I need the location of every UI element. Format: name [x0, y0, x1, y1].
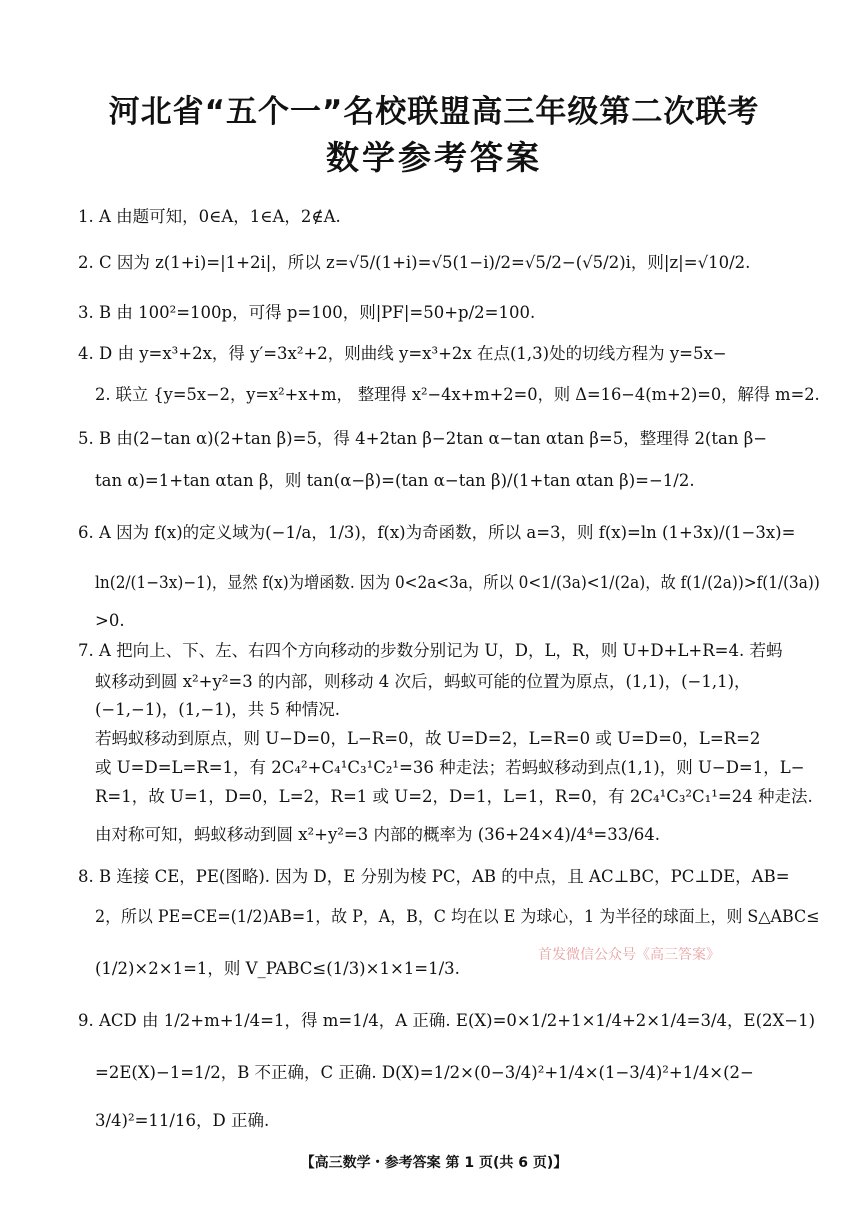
- answer-line: tan α)=1+tan αtan β，则 tan(α−β)=(tan α−tan β)/(1+tan αtan β)=−1/2.: [95, 471, 695, 490]
- answer-line: R=1，故 U=1，D=0，L=2，R=1 或 U=2，D=1，L=1，R=0，有 2C₄¹C₃²C₁¹=24 种走法.: [95, 787, 813, 806]
- answer-line: 由对称可知，蚂蚁移动到圆 x²+y²=3 内部的概率为 (36+24×4)/4⁴=33/64.: [95, 825, 661, 844]
- answer-line: 若蚂蚁移动到原点，则 U−D=0，L−R=0，故 U=D=2，L=R=0 或 U=D=0，L=R=2: [95, 729, 761, 748]
- answer-line: >0.: [95, 611, 125, 630]
- answer-line: 或 U=D=L=R=1，有 2C₄²+C₄¹C₃¹C₂¹=36 种走法；若蚂蚁移动到点(1,1)，则 U−D=1，L−: [95, 758, 805, 777]
- answer-line: =2E(X)−1=1/2，B 不正确，C 正确. D(X)=1/2×(0−3/4)²+1/4×(1−3/4)²+1/4×(2−: [95, 1063, 754, 1082]
- answer-line: 8. B 连接 CE，PE(图略). 因为 D，E 分别为棱 PC，AB 的中点，且 AC⊥BC，PC⊥DE，AB=: [78, 867, 790, 886]
- answer-line: 5. B 由(2−tan α)(2+tan β)=5，得 4+2tan β−2tan α−tan αtan β=5，整理得 2(tan β−: [78, 429, 768, 448]
- answer-line: (−1,−1)，(1,−1)，共 5 种情况.: [95, 700, 340, 719]
- answer-line: 7. A 把向上、下、左、右四个方向移动的步数分别记为 U，D，L，R，则 U+D+L+R=4. 若蚂: [78, 641, 783, 660]
- answer-line: ln(2/(1−3x)−1)，显然 f(x)为增函数. 因为 0<2a<3a，所以 0<1/(3a)<1/(2a)，故 f(1/(2a))>f(1/(3a)): [95, 573, 820, 592]
- exam-title: 河北省“五个一”名校联盟高三年级第二次联考: [108, 94, 760, 130]
- answer-line: 2，所以 PE=CE=(1/2)AB=1，故 P，A，B，C 均在以 E 为球心，1 为半径的球面上，则 S△ABC≤: [95, 907, 820, 926]
- answer-line: 蚁移动到圆 x²+y²=3 的内部，则移动 4 次后，蚂蚁可能的位置为原点，(1,1)，(−1,1)，: [95, 672, 751, 691]
- page-footer: 【高三数学・参考答案 第 1 页(共 6 页)】: [300, 1155, 568, 1171]
- answer-line: 9. ACD 由 1/2+m+1/4=1，得 m=1/4，A 正确. E(X)=0×1/2+1×1/4+2×1/4=3/4，E(2X−1): [78, 1011, 816, 1030]
- answer-line: 1. A 由题可知，0∈A，1∈A，2∉A.: [78, 207, 341, 226]
- watermark-text: 首发微信公众号《高三答案》: [538, 947, 720, 963]
- answer-line: 2. 联立 {y=5x−2，y=x²+x+m， 整理得 x²−4x+m+2=0，则 Δ=16−4(m+2)=0，解得 m=2.: [95, 385, 820, 404]
- answer-line: 3/4)²=11/16，D 正确.: [95, 1111, 270, 1130]
- answer-line: 3. B 由 100²=100p，可得 p=100，则|PF|=50+p/2=100.: [78, 303, 536, 322]
- answer-subtitle: 数学参考答案: [326, 138, 542, 177]
- answer-line: 6. A 因为 f(x)的定义域为(−1/a，1/3)，f(x)为奇函数，所以 a=3，则 f(x)=ln (1+3x)/(1−3x)=: [78, 523, 796, 542]
- answer-line: 4. D 由 y=x³+2x，得 y′=3x²+2，则曲线 y=x³+2x 在点(1,3)处的切线方程为 y=5x−: [78, 344, 727, 363]
- answer-line: (1/2)×2×1=1，则 V_PABC≤(1/3)×1×1=1/3.: [95, 959, 460, 978]
- answer-line: 2. C 因为 z(1+i)=|1+2i|，所以 z=√5/(1+i)=√5(1−i)/2=√5/2−(√5/2)i，则|z|=√10/2.: [78, 253, 751, 272]
